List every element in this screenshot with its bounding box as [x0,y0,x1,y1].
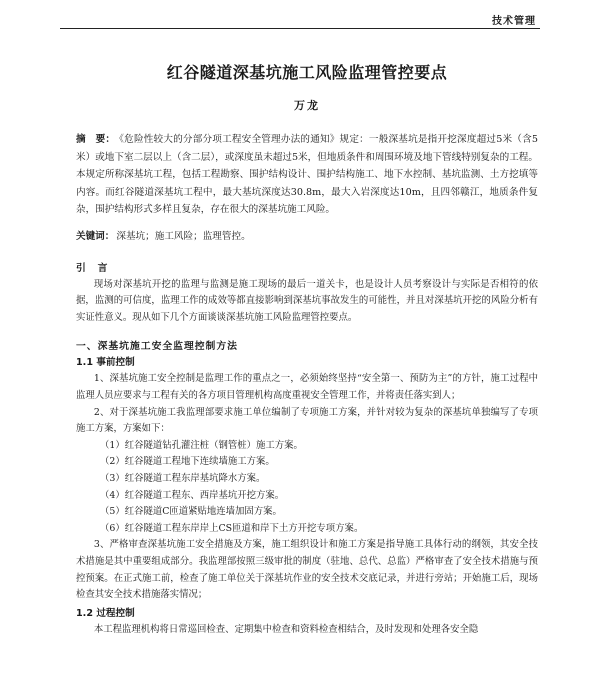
section-1-heading: 一、深基坑施工安全监理控制方法 [76,341,238,353]
intro-heading: 引 言 [76,262,109,274]
article-author: 万龙 [294,99,320,112]
plan-list-item: （4）红谷隧道工程东、西岸基坑开挖方案。 [100,489,285,501]
section-label: 技术管理 [492,16,536,27]
article-title: 红谷隧道深基坑施工风险监理管控要点 [166,63,448,82]
plan-list-item: （1）红谷隧道钻孔灌注桩（钢管桩）施工方案。 [100,439,303,451]
paragraph-1: 1、深基坑施工安全控制是监理工作的重点之一，必须始终坚持“安全第一、预防为主”的方针，施工过程中监理人员应要求与工程有关的各方项目管理机构高度重视安全管理工作，并将责任落实到人； [76,373,538,401]
paragraph-2: 2、对于深基坑施工我监理部要求施工单位编制了专项施工方案，并针对较为复杂的深基坑单独编写了专项施工方案，方案如下： [76,406,538,435]
keywords [76,228,538,246]
plan-list-item: （5）红谷隧道C匝道紧贴地连墙加固方案。 [100,506,282,518]
paragraph-3: 3、严格审查深基坑施工安全措施及方案，施工组织设计和施工方案是指导施工具体行动的纲领，其安全技术措施是其中重要组成部分。我监理部按照三级审批的制度（驻地、总代、总监）严格审查了安全技术措施与预控预案。在正式施工前，检查了施工单位关于深基坑作业的安全技术交底记录，并进行旁站；开始施工后，现场检查其安全技术措施落实情况； [76,539,538,601]
subsection-1-1-heading: 1.1 事前控制 [76,357,135,369]
abstract-text: 《危险性较大的分部分项工程安全管理办法的通知》规定：一般深基坑是指开挖深度超过5米（含5米）或地下室二层以上（含二层），或深度虽未超过5米，但地质条件和周围环境及地下管线特别复杂的工程。本规定所称深基坑工程，包括工程勘察、围护结构设计、围护结构施工、地下水控制、基坑监测、土方挖填等内容。而红谷隧道深基坑工程中，最大基坑深度达30.8m，最大入岩深度达10m，且四邻赣江，地质条件复杂，围护结构形式多样且复杂，存在很大的深基坑施工风险。 [76,134,538,215]
plan-list-item: （2）红谷隧道工程地下连续墙施工方案。 [100,456,275,468]
header-rule [60,28,540,29]
plan-list [76,438,538,538]
article-body [76,60,538,638]
paragraph-4: 本工程监理机构将日常巡回检查、定期集中检查和资料检查相结合，及时发现和处理各安全隐 [93,623,479,635]
keywords-label: 关键词： [76,231,115,243]
abstract-label: 摘 要： [76,134,116,145]
plan-list-item: （3）红谷隧道工程东岸基坑降水方案。 [100,472,266,484]
subsection-1-2-heading: 1.2 过程控制 [76,607,135,619]
plan-list-item: （6）红谷隧道工程东岸岸上CS匝道和岸下土方开挖专项方案。 [100,522,364,534]
abstract [76,131,538,219]
keywords-text: 深基坑；施工风险；监理管控。 [116,231,251,243]
intro-paragraph: 现场对深基坑开挖的监理与监测是施工现场的最后一道关卡，也是设计人员考察设计与实际是否相符的依据，监测的可信度，监理工作的成效等都直接影响到深基坑事故发生的可能性，并且对深基坑开挖的风险分析有实证性意义。现从如下几个方面谈谈深基坑施工风险监理管控要点。 [76,278,538,323]
